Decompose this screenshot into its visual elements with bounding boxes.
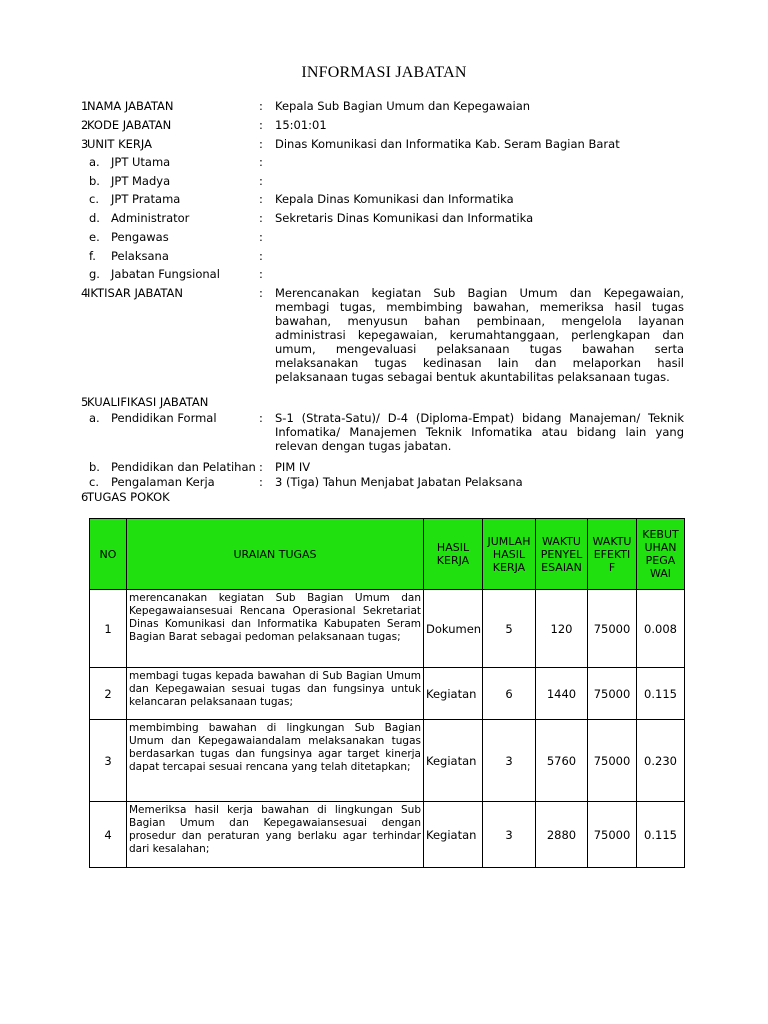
sub-value: S-1 (Strata-Satu)/ D-4 (Diploma-Empat) bidang Manajeman/ Teknik Infomatika/ Manajemen Teknik Infomatika atau bidang lain yang relevan dengan tugas jabatan. [275, 411, 684, 453]
field-number: 3 [81, 137, 89, 151]
sub-label: Pelaksana [111, 249, 169, 263]
cell-jumlah: 5 [483, 590, 536, 668]
cell-kebutuhan: 0.115 [637, 668, 685, 720]
cell-uraian [127, 590, 424, 668]
table-row [90, 802, 685, 868]
field-label: IKTISAR JABATAN [87, 286, 184, 300]
cell-waktu-penyelesaian: 1440 [536, 668, 588, 720]
colon: : [259, 118, 263, 132]
sub-label: Jabatan Fungsional [111, 267, 220, 281]
colon: : [259, 155, 263, 169]
colon: : [259, 230, 263, 244]
field-label: TUGAS POKOK [87, 490, 170, 504]
table-row [90, 720, 685, 802]
sub-label: Pendidikan Formal [111, 411, 217, 425]
sub-letter: d. [89, 211, 100, 225]
colon: : [259, 286, 263, 300]
cell-kebutuhan: 0.230 [637, 720, 685, 802]
sub-label: JPT Utama [111, 155, 171, 169]
field-value: Dinas Komunikasi dan Informatika Kab. Seram Bagian Barat [275, 137, 620, 151]
cell-uraian [127, 720, 424, 802]
table-row [90, 668, 685, 720]
header-kebutuhan-pegawai: KEBUT UHAN PEGA WAI [637, 519, 685, 590]
cell-waktu-penyelesaian: 120 [536, 590, 588, 668]
uraian-text: membimbing bawahan di lingkungan Sub Bagian Umum dan Kepegawaiandalam melaksanakan tugas berdasarkan tugas dan fungsinya agar target kinerja dapat tercapai sesuai rencana yang telah ditetapkan; [129, 722, 421, 773]
colon: : [259, 99, 263, 113]
sub-letter: e. [89, 230, 100, 244]
cell-no: 2 [90, 668, 127, 720]
field-label: NAMA JABATAN [87, 99, 174, 113]
colon: : [259, 460, 263, 474]
colon: : [259, 267, 263, 281]
header-waktu-efektif: WAKTU EFEKTI F [588, 519, 637, 590]
cell-kebutuhan: 0.115 [637, 802, 685, 868]
tugas-table [89, 518, 685, 868]
colon: : [259, 249, 263, 263]
colon: : [259, 211, 263, 225]
sub-label: JPT Pratama [111, 192, 181, 206]
sub-letter: b. [89, 460, 100, 474]
sub-label: JPT Madya [111, 174, 171, 188]
field-number: 5 [81, 395, 89, 409]
sub-letter: c. [89, 192, 99, 206]
sub-letter: a. [89, 411, 100, 425]
header-waktu-penyelesaian: WAKTU PENYEL ESAIAN [536, 519, 588, 590]
uraian-text: merencanakan kegiatan Sub Bagian Umum dan Kepegawaiansesuai Rencana Operasional Sekretariat Dinas Komunikasi dan Informatika Kabupaten Seram Bagian Barat sebagai pedoman pelaksanaan tugas; [129, 592, 421, 643]
sub-letter: c. [89, 475, 99, 489]
cell-waktu-penyelesaian: 2880 [536, 802, 588, 868]
uraian-text: membagi tugas kepada bawahan di Sub Bagian Umum dan Kepegawaian sesuai tugas dan fungsinya untuk kelancaran pelaksanaan tugas; [129, 670, 421, 708]
cell-uraian [127, 668, 424, 720]
field-label: UNIT KERJA [87, 137, 152, 151]
sub-value: 3 (Tiga) Tahun Menjabat Jabatan Pelaksana [275, 475, 523, 489]
sub-letter: b. [89, 174, 100, 188]
colon: : [259, 411, 263, 425]
cell-waktu-efektif: 75000 [588, 802, 637, 868]
cell-no: 3 [90, 720, 127, 802]
cell-hasil: Kegiatan [424, 802, 483, 868]
cell-hasil: Dokumen [424, 590, 483, 668]
cell-waktu-efektif: 75000 [588, 720, 637, 802]
header-hasil-kerja: HASIL KERJA [424, 519, 483, 590]
document-title: INFORMASI JABATAN [301, 64, 467, 81]
cell-waktu-efektif: 75000 [588, 668, 637, 720]
cell-kebutuhan: 0.008 [637, 590, 685, 668]
cell-waktu-penyelesaian: 5760 [536, 720, 588, 802]
sub-label: Pengawas [111, 230, 169, 244]
colon: : [259, 192, 263, 206]
header-uraian-tugas: URAIAN TUGAS [127, 519, 424, 590]
field-number: 2 [81, 118, 89, 132]
field-value: Kepala Sub Bagian Umum dan Kepegawaian [275, 99, 531, 113]
cell-jumlah: 3 [483, 720, 536, 802]
field-value: 15:01:01 [275, 118, 327, 132]
sub-value: PIM IV [275, 460, 311, 474]
cell-hasil: Kegiatan [424, 720, 483, 802]
field-label: KUALIFIKASI JABATAN [87, 395, 209, 409]
cell-jumlah: 6 [483, 668, 536, 720]
table-header-row [90, 519, 685, 590]
sub-value: Sekretaris Dinas Komunikasi dan Informatika [275, 211, 534, 225]
colon: : [259, 174, 263, 188]
field-number: 4 [81, 286, 89, 300]
sub-letter: f. [89, 249, 96, 263]
cell-uraian [127, 802, 424, 868]
cell-no: 4 [90, 802, 127, 868]
sub-letter: g. [89, 267, 100, 281]
field-number: 6 [81, 490, 89, 504]
cell-waktu-efektif: 75000 [588, 590, 637, 668]
sub-label: Pendidikan dan Pelatihan [111, 460, 256, 474]
table-row [90, 590, 685, 668]
iktisar-text: Merencanakan kegiatan Sub Bagian Umum dan Kepegawaian, membagi tugas, membimbing bawahan, memeriksa hasil tugas bawahan, menyusun bahan pembinaan, mengelola layanan administrasi kepegawaian, kerumahtanggaan, perlengkapan dan umum, mengevaluasi pelaksanaan tugas bawahan serta melaksanakan tugas kedinasan lain dan melaporkan hasil pelaksanaan tugas sebagai bentuk akuntabilitas pelaksanaan tugas. [275, 286, 684, 384]
header-no: NO [90, 519, 127, 590]
cell-hasil: Kegiatan [424, 668, 483, 720]
field-label: KODE JABATAN [87, 118, 172, 132]
colon: : [259, 137, 263, 151]
header-jumlah-hasil-kerja: JUMLAH HASIL KERJA [483, 519, 536, 590]
uraian-text: Memeriksa hasil kerja bawahan di lingkungan Sub Bagian Umum dan Kepegawaiansesuai dengan prosedur dan peraturan yang berlaku agar terhindar dari kesalahan; [129, 804, 421, 855]
cell-no: 1 [90, 590, 127, 668]
sub-value: Kepala Dinas Komunikasi dan Informatika [275, 192, 514, 206]
field-number: 1 [81, 99, 89, 113]
colon: : [259, 475, 263, 489]
sub-label: Pengalaman Kerja [111, 475, 215, 489]
cell-jumlah: 3 [483, 802, 536, 868]
sub-letter: a. [89, 155, 100, 169]
sub-label: Administrator [111, 211, 190, 225]
